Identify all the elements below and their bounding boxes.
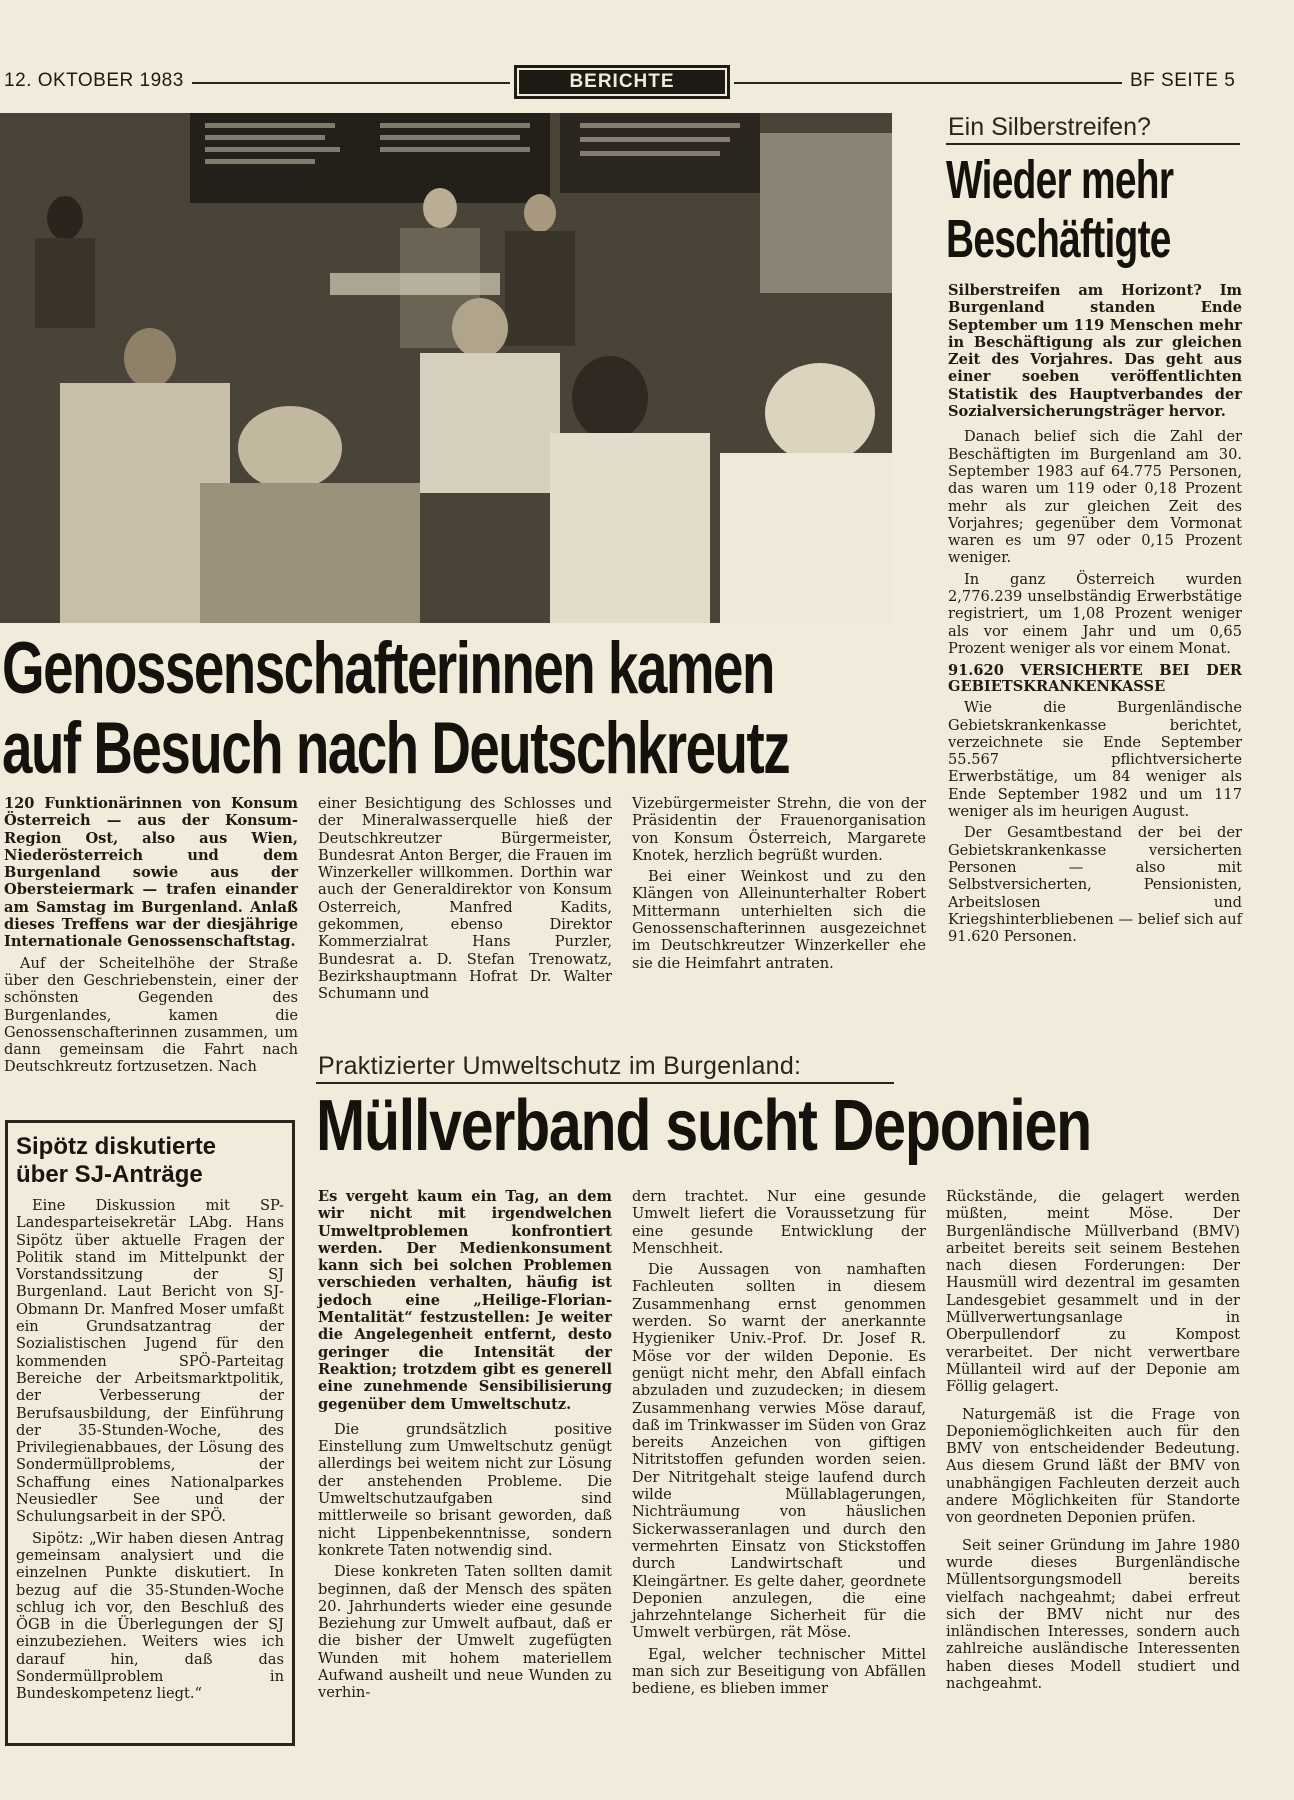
main-headline-line1: Genossenschafterinnen kamen <box>2 628 774 709</box>
main-story-col1 <box>4 795 298 1080</box>
right-story-paragraph: Der Gesamtbestand der bei der Gebietskrankenkasse versicherten Personen — also mit Selbstversicherten, Pensionisten, Arbeitslosen und Kriegshinterbliebenen — belief sich auf 91.620 Personen. <box>948 824 1242 946</box>
main-story-col2 <box>318 795 612 1007</box>
muell-story-paragraph: Diese konkreten Taten sollten damit beginnen, daß der Mensch des späten 20. Jahrhunderts wieder eine gesunde Beziehung zur Umwelt aufbaut, daß er die bisher der Umwelt zugefügten Wunden mit hohem materiellem Aufwand ausheilt und neue Wunden zu verhin- <box>318 1563 612 1702</box>
section-label-box <box>514 65 730 99</box>
muell-story-paragraph: dern trachtet. Nur eine gesunde Umwelt liefert die Voraussetzung für eine gesunde Entwicklung der Menschheit. <box>632 1188 926 1257</box>
main-headline-line2: auf Besuch nach Deutschkreutz <box>2 708 790 789</box>
muell-story-col3 <box>946 1188 1240 1696</box>
right-story-headline-line2: Beschäftigte <box>946 209 1171 269</box>
muell-story-col1 <box>318 1188 612 1706</box>
box-title-line1: Sipötz diskutierte <box>16 1133 217 1160</box>
right-story-paragraph: Wie die Burgenländische Gebietskrankenkasse berichtet, verzeichnete sie Ende September 55.567 pflichtversicherte Erwerbstätige, um 84 weniger als Ende September 1982 und um 117 weniger als im heurigen August. <box>948 699 1242 821</box>
muell-story-kicker: Praktizierter Umweltschutz im Burgenland: <box>318 1052 802 1080</box>
main-story-paragraph: Bei einer Weinkost und zu den Klängen von Alleinunterhalter Robert Mittermann unterhielten sich die Genossenschafterinnen ausgezeichnet im Deutschkreutzer Winzerkeller ehe sie die Heimfahrt antraten. <box>632 868 926 972</box>
muell-story-paragraph: Die grundsätzlich positive Einstellung zum Umweltschutz genügt allerdings bei weitem nicht zur Lösung der anstehenden Probleme. Die Umweltschutzaufgaben sind mittlerweile so brisant geworden, daß nicht Lippenbekenntnisse, sondern konkrete Taten notwendig sind. <box>318 1420 612 1559</box>
main-story-lead: 120 Funktionärinnen von Konsum Österreich — aus der Konsum-Region Ost, also aus Wien, Niederösterreich und dem Burgenland sowie aus der Obersteiermark — trafen einander am Samstag im Burgenland. Anlaß dieses Treffens war der diesjährige Internationale Genossenschaftstag. <box>4 795 298 951</box>
issue-date: 12. OKTOBER 1983 <box>4 70 184 91</box>
box-title-line2: über SJ-Anträge <box>16 1161 203 1188</box>
right-story-subhead: 91.620 VERSICHERTE BEI DER GEBIETSKRANKENKASSE <box>948 662 1242 696</box>
box-story-body <box>16 1197 284 1707</box>
main-story-col3 <box>632 795 926 976</box>
right-story-headline-line1: Wieder mehr <box>946 150 1174 210</box>
section-label: BERICHTE <box>519 70 725 94</box>
header-rule-left <box>192 82 510 84</box>
right-story-paragraph: In ganz Österreich wurden 2,776.239 unselbständig Erwerbstätige registriert, um 1,08 Prozent weniger als vor einem Jahr und um 0,65 Prozent weniger als vor einem Monat. <box>948 570 1242 657</box>
muell-story-paragraph: Rückstände, die gelagert werden müßten, meint Möse. Der Burgenländische Müllverband (BMV) arbeitet bereits seit seinem Bestehen nach diesen Forderungen: Der Hausmüll wird dezentral im gesamten Landesgebiet gesammelt und in der Müllverwertungsanlage in Oberpullendorf zu Kompost verarbeitet. Der nicht verwertbare Müllanteil wird auf der Deponie am Föllig gelagert. <box>946 1188 1240 1396</box>
news-photo <box>0 113 892 623</box>
muell-story-rule <box>316 1082 894 1084</box>
muell-story-paragraph: Naturgemäß ist die Frage von Deponiemöglichkeiten auch für den BMV von entscheidender Bedeutung. Aus diesem Grund läßt der BMV von unabhängigen Fachleuten derzeit auch andere Möglichkeiten für Standorte von geordneten Deponien prüfen. <box>946 1405 1240 1527</box>
main-story-paragraph: Vizebürgermeister Strehn, die von der Präsidentin der Frauenorganisation von Konsum Österreich, Margarete Knotek, herzlich begrüßt wurden. <box>632 795 926 864</box>
muell-story-col2 <box>632 1188 926 1702</box>
photo-icon <box>0 113 892 623</box>
muell-story-paragraph: Die Aussagen von namhaften Fachleuten sollten in diesem Zusammenhang ernst genommen werden. So warnt der anerkannte Hygieniker Univ.-Prof. Dr. Josef R. Möse vor der wilden Deponie. Es genügt nicht mehr, den Abfall einfach abzuladen und zuzudecken; in diesem Zusammenhang verwies Möse darauf, daß im Trinkwasser im Süden von Graz bereits Anzeichen von giftigen Nitritstoffen gefunden worden seien. Der Nitritgehalt steige laufend durch wilde Müllablagerungen, Nichträumung von häuslichen Sickerwasseranlagen und durch den vermehrten Einsatz von Stickstoffen durch Landwirtschaft und Kleingärtner. Es gelte daher, geordnete Deponien anzulegen, die eine jahrzehntelange Sicherheit für die Umwelt verbürgen, rät Möse. <box>632 1261 926 1642</box>
right-story-body <box>948 282 1242 949</box>
right-story-lead: Silberstreifen am Horizont? Im Burgenland standen Ende September um 119 Menschen mehr in Beschäftigung als zur gleichen Zeit des Vorjahres. Das geht aus einer soeben veröffentlichten Statistik des Hauptverbandes der Sozialversicherungsträger hervor. <box>948 282 1242 421</box>
right-story-rule <box>946 143 1240 145</box>
right-story-kicker: Ein Silberstreifen? <box>948 113 1151 141</box>
main-story-paragraph: Auf der Scheitelhöhe der Straße über den Geschriebenstein, einer der schönsten Gegenden des Burgenlandes, kamen die Genossenschafterinnen zusammen, um dann gemeinsam die Fahrt nach Deutschkreutz fortzusetzen. Nach <box>4 954 298 1076</box>
muell-story-paragraph: Egal, welcher technischer Mittel man sich zur Beseitigung von Abfällen bediene, es blieben immer <box>632 1645 926 1698</box>
muell-story-paragraph: Seit seiner Gründung im Jahre 1980 wurde dieses Burgenländische Müllentsorgungsmodell bereits vielfach nachgeahmt; dabei erfreut sich der BMV nicht nur des inländischen Interesses, sondern auch zahlreiche ausländische Interessenten haben dieses Modell studiert und nachgeahmt. <box>946 1536 1240 1693</box>
right-story-paragraph: Danach belief sich die Zahl der Beschäftigten im Burgenland am 30. September 1983 auf 64.775 Personen, das waren um 119 oder 0,18 Prozent mehr als zur gleichen Zeit des Vorjahres; gegenüber dem Vormonat waren es um 97 oder 0,15 Prozent weniger. <box>948 428 1242 567</box>
muell-story-lead: Es vergeht kaum ein Tag, an dem wir nicht mit irgendwelchen Umweltproblemen konfrontiert werden. Der Medienkonsument kann sich bei solchen Problemen verschieden verhalten, häufig ist jedoch eine „Heilige-Florian-Mentalität“ festzustellen: Je weiter die Angelegenheit entfernt, desto geringer die Intensität der Reaktion; trotzdem gibt es generell eine zunehmende Sensibilisierung gegenüber dem Umweltschutz. <box>318 1188 612 1413</box>
box-story-paragraph: Sipötz: „Wir haben diesen Antrag gemeinsam analysiert und die einzelnen Punkte diskutiert. In bezug auf die 35-Stunden-Woche schlug ich vor, den Beschluß des ÖGB in die Überlegungen der SJ einzubeziehen. Weiters wies ich darauf hin, daß das Sondermüllproblem in Bundeskompetenz liegt.“ <box>16 1529 284 1703</box>
sipoetz-box <box>5 1120 295 1746</box>
header-rule-right <box>734 82 1122 84</box>
box-story-paragraph: Eine Diskussion mit SP-Landesparteisekretär LAbg. Hans Sipötz über aktuelle Fragen der Politik stand im Mittelpunkt der Vorstandssitzung der SJ Burgenland. Laut Bericht von SJ-Obmann Dr. Manfred Moser umfaßt ein Grundsatzantrag der Sozialistischen Jugend für den kommenden SPÖ-Parteitag Bereiche der Arbeitsmarktpolitik, der Verbesserung der Berufsausbildung, der Einführung der 35-Stunden-Woche, des Privilegienabbaues, der Lösung des Sondermüllproblems, der Schaffung eines Nationalparkes Neusiedler See und der Schulungsarbeit in der SPÖ. <box>16 1197 284 1526</box>
muell-story-headline: Müllverband sucht Deponien <box>316 1086 1091 1166</box>
main-story-paragraph: einer Besichtigung des Schlosses und der Mineralwasserquelle hieß der Deutschkreutzer Bürgermeister, Bundesrat Anton Berger, die Frauen im Winzerkeller willkommen. Dorthin war auch der Generaldirektor von Konsum Osterreich, Manfred Kadits, gekommen, ebenso Direktor Kommerzialrat Hans Purzler, Bundesrat a. D. Stefan Trenowatz, Bezirkshauptmann Hofrat Dr. Walter Schumann und <box>318 795 612 1003</box>
page-number: BF SEITE 5 <box>1130 70 1236 91</box>
